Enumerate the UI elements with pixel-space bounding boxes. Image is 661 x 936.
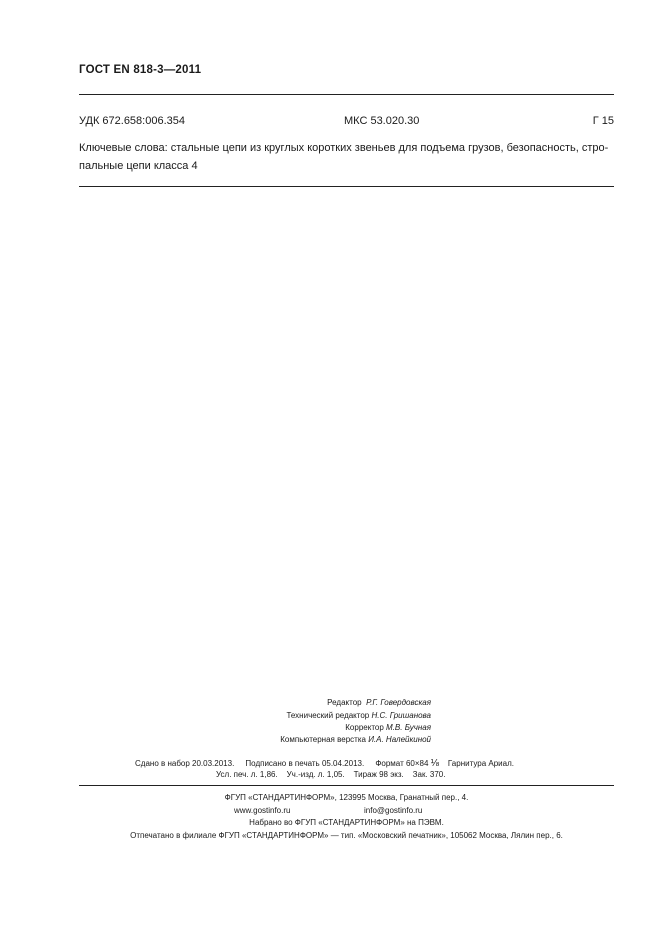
order-number: Зак. 370. [412,770,446,779]
credit-layout [280,735,431,744]
publisher-rule [79,785,614,786]
credit-name: М.В. Бучная [386,723,431,732]
publisher-sheets: Уч.-изд. л. 1,05. [286,770,345,779]
udk-code: УДК 672.658:006.354 [79,115,185,127]
credit-editor [327,698,431,707]
publisher-address: ФГУП «СТАНДАРТИНФОРМ», 123995 Москва, Гранатный пер., 4. [224,793,469,802]
signed-date: Подписано в печать 05.04.2013. [245,759,365,768]
credit-role: Технический редактор [286,711,370,720]
keywords-rule [79,186,614,187]
credit-role: Редактор [327,698,362,707]
keywords-line-2: пальные цепи класса 4 [79,160,198,172]
publisher-website: www.gostinfo.ru [234,806,291,815]
print-run: Тираж 98 экз. [353,770,404,779]
print-info-line-2 [216,770,445,779]
standard-number: ГОСТ EN 818-3—2011 [79,64,202,76]
credit-name: Н.С. Гришанова [371,711,431,720]
typeset-note: Набрано во ФГУП «СТАНДАРТИНФОРМ» на ПЭВМ. [249,818,444,827]
group-code: Г 15 [592,115,614,127]
keywords [79,139,614,175]
credit-corrector [345,723,431,732]
typeface: Гарнитура Ариал. [447,759,514,768]
credit-name: Р.Г. Говердовская [366,698,431,707]
keywords-line-1: Ключевые слова: стальные цепи из круглых коротких звеньев для подъема грузов, безопасность, стро- [79,142,609,154]
credit-tech-editor [286,711,431,720]
header-rule [79,94,614,95]
print-info-line-1 [135,758,514,769]
credit-role: Компьютерная верстка [280,735,366,744]
paper-format: Формат 60×84 [375,759,429,768]
printing-note: Отпечатано в филиале ФГУП «СТАНДАРТИНФОРМ» — тип. «Московский печатник», 105062 Москва, Лялин пер., 6. [130,831,563,840]
credit-role: Корректор [345,723,384,732]
publisher-email: info@gostinfo.ru [364,806,423,815]
mks-code: МКС 53.020.30 [344,115,420,127]
paper-format-fraction: ⅛ [430,758,440,769]
sent-date: Сдано в набор 20.03.2013. [135,759,235,768]
credit-name: И.А. Налейкиной [368,735,431,744]
printed-sheets: Усл. печ. л. 1,86. [216,770,278,779]
